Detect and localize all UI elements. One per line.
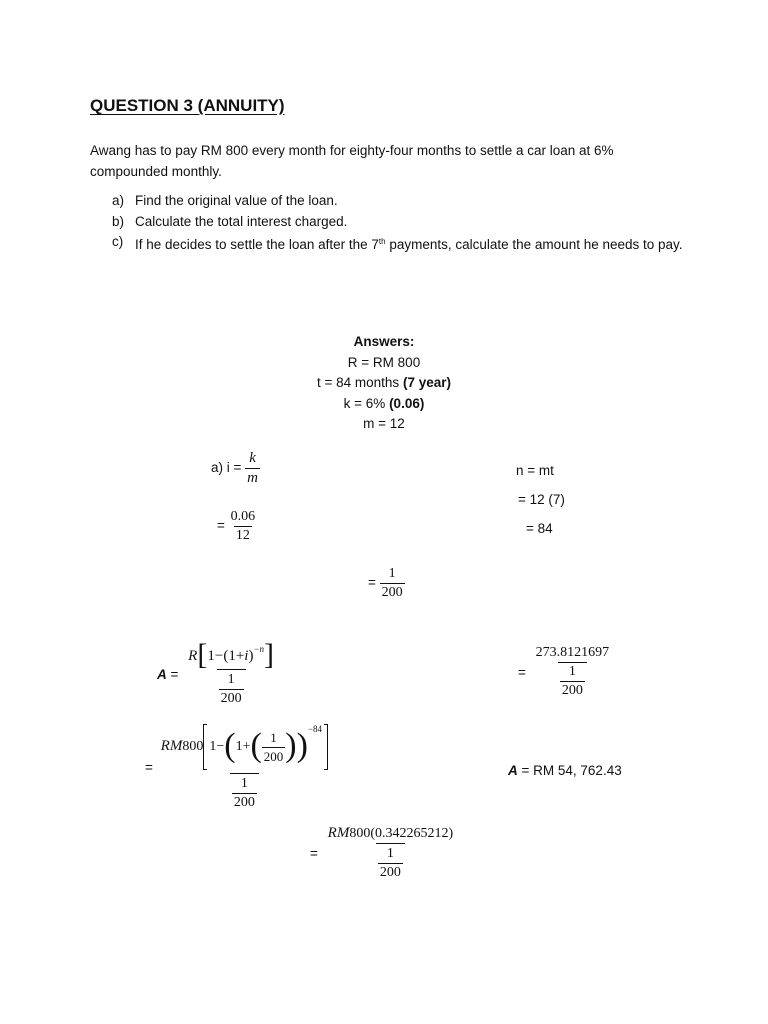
i-definition bbox=[211, 450, 260, 487]
a-symbol: A bbox=[508, 763, 518, 778]
intermediate-result bbox=[518, 645, 611, 699]
fraction-denominator: 200 bbox=[379, 865, 401, 880]
equals-sign: = bbox=[368, 575, 376, 591]
answer-k-bold: (0.06) bbox=[389, 395, 425, 411]
fraction-numerator: 1 bbox=[240, 776, 248, 791]
item-text-start: If he decides to settle the loan after the 7 bbox=[135, 237, 379, 252]
one-plus: 1+ bbox=[228, 648, 245, 664]
answer-t bbox=[284, 373, 484, 394]
fraction-denominator: m bbox=[247, 470, 258, 486]
evaluated-denominator bbox=[376, 843, 405, 881]
a-symbol: A bbox=[157, 667, 167, 682]
fraction bbox=[262, 730, 286, 765]
answer-r: R = RM 800 bbox=[347, 354, 421, 370]
formula-fraction bbox=[186, 638, 276, 707]
factor-value: 0.342265212 bbox=[375, 826, 449, 841]
answers-block bbox=[284, 332, 484, 435]
fraction-denominator: 12 bbox=[235, 528, 250, 543]
fraction-numerator: 1 bbox=[568, 664, 576, 679]
fraction-numerator: 1 bbox=[227, 672, 235, 687]
item-text-end: payments, calculate the amount he needs to pay. bbox=[385, 237, 683, 252]
i-value-fraction bbox=[217, 509, 257, 544]
left-bracket bbox=[203, 724, 207, 770]
annuity-formula bbox=[157, 638, 276, 707]
i-simplified-fraction bbox=[368, 566, 405, 601]
item-text: Find the original value of the loan. bbox=[135, 193, 338, 208]
answer-k-text: k = 6% bbox=[343, 395, 386, 411]
answer-m: m = 12 bbox=[363, 416, 405, 431]
right-bracket bbox=[324, 724, 328, 770]
fraction-denominator: 200 bbox=[561, 683, 583, 698]
exponent: −n bbox=[253, 644, 265, 654]
rm-value: 800 bbox=[349, 826, 371, 841]
answer-k bbox=[284, 394, 484, 415]
minus-sign: − bbox=[214, 648, 224, 664]
fraction bbox=[229, 509, 258, 544]
formula-denominator bbox=[217, 669, 246, 707]
question-list bbox=[112, 191, 692, 256]
final-answer bbox=[508, 763, 622, 778]
answer-t-text: t = 84 months bbox=[317, 375, 400, 390]
answers-heading: Answers: bbox=[353, 334, 415, 349]
fraction bbox=[219, 672, 244, 707]
question-item-b bbox=[112, 212, 692, 233]
i-fraction bbox=[245, 450, 260, 487]
equals-sign: = bbox=[518, 664, 526, 680]
fraction bbox=[380, 566, 405, 601]
substituted-numerator: RM800 1−(1+( $\frac{1}{200}$ ))$^{-84}$ bbox=[159, 724, 330, 773]
evaluated-numerator: RM800(0.342265212) bbox=[327, 825, 454, 841]
rm-symbol: RM bbox=[327, 825, 350, 841]
item-marker: a) bbox=[112, 193, 125, 208]
item-text: Calculate the total interest charged. bbox=[135, 213, 348, 229]
fraction-numerator: k bbox=[249, 450, 256, 466]
one: 1 bbox=[209, 739, 217, 755]
fraction-numerator: 1 bbox=[386, 846, 394, 861]
fraction-numerator: 1 bbox=[388, 566, 396, 581]
item-marker: b) bbox=[112, 213, 125, 229]
one: 1 bbox=[207, 648, 215, 664]
exponent: −84 bbox=[307, 724, 323, 735]
n-line-1: n = mt bbox=[516, 463, 554, 478]
answer-t-bold: (7 year) bbox=[402, 375, 451, 390]
rm-symbol: RM bbox=[160, 738, 183, 755]
fraction-numerator: 1 bbox=[270, 729, 277, 745]
fraction-denominator bbox=[558, 662, 587, 699]
equals-sign: = bbox=[310, 845, 318, 861]
formula-numerator: $R[1-(1+i)^{-n}]$ bbox=[188, 638, 275, 671]
result-fraction bbox=[534, 645, 612, 699]
item-marker: c) bbox=[112, 234, 124, 249]
equals-sign: = bbox=[170, 667, 179, 682]
fraction-numerator: 0.06 bbox=[230, 509, 256, 524]
item-text bbox=[135, 232, 692, 256]
question-title: QUESTION 3 (ANNUITY) bbox=[90, 96, 285, 115]
rm-value: 800 bbox=[182, 739, 204, 755]
fraction-numerator: 273.8121697 bbox=[535, 645, 610, 660]
substituted-formula bbox=[145, 724, 330, 811]
ordinal-suffix: th bbox=[378, 237, 386, 246]
equals-sign: = bbox=[145, 760, 153, 775]
substituted-denominator bbox=[230, 773, 259, 811]
fraction bbox=[560, 664, 585, 699]
final-value: = RM 54, 762.43 bbox=[521, 763, 622, 778]
minus-sign: − bbox=[216, 739, 225, 755]
substituted-fraction bbox=[159, 724, 330, 811]
question-item-c bbox=[112, 232, 692, 256]
question-intro: Awang has to pay RM 800 every month for eighty-four months to settle a car loan at 6% compounded monthly. bbox=[90, 143, 614, 179]
question-item-a bbox=[112, 191, 692, 212]
one-plus: 1+ bbox=[235, 739, 251, 755]
evaluated-formula bbox=[310, 825, 455, 881]
n-line-2: = 12 (7) bbox=[518, 492, 565, 507]
fraction-denominator: 200 bbox=[263, 748, 284, 764]
r-symbol: R bbox=[188, 648, 198, 664]
fraction-denominator: 200 bbox=[220, 691, 242, 706]
fraction bbox=[378, 846, 403, 881]
fraction-denominator: 200 bbox=[233, 795, 255, 810]
equals-sign: = bbox=[217, 518, 225, 534]
fraction-denominator: 200 bbox=[381, 585, 403, 600]
i-symbol: i bbox=[244, 648, 249, 664]
i-label: a) i = bbox=[211, 460, 242, 476]
fraction bbox=[232, 776, 257, 811]
evaluated-fraction bbox=[326, 825, 456, 881]
n-line-3: = 84 bbox=[526, 521, 553, 536]
